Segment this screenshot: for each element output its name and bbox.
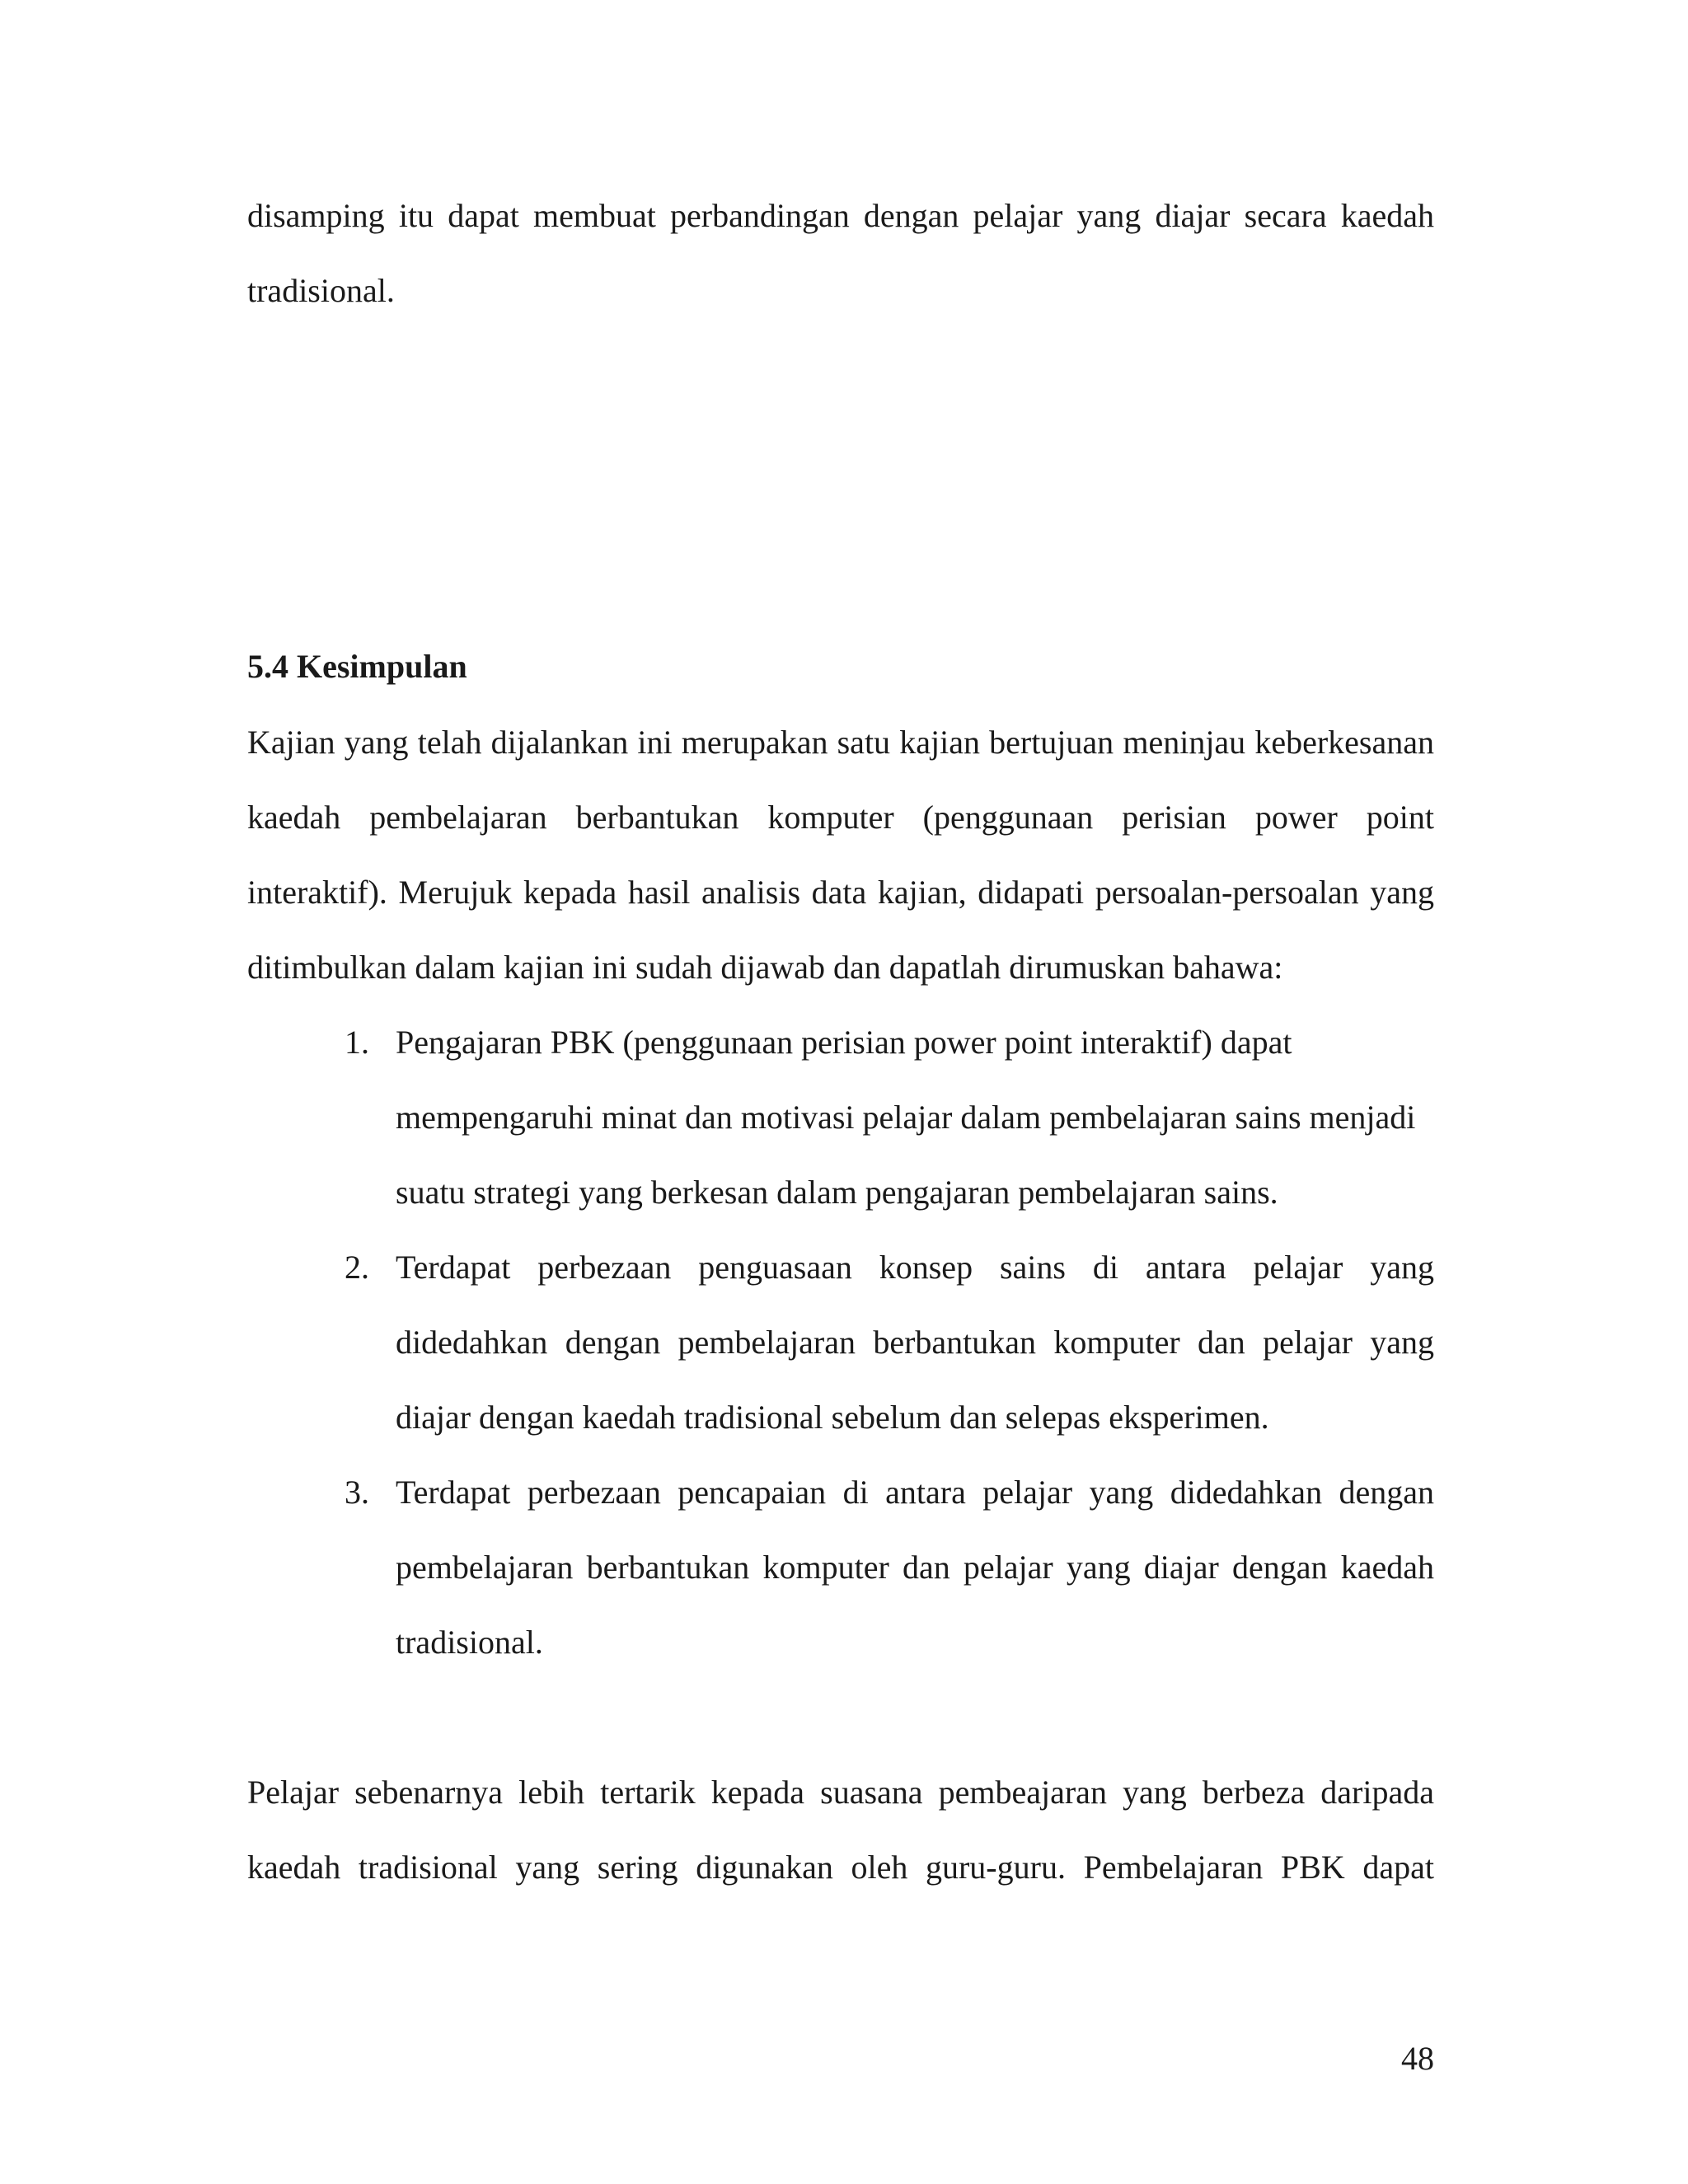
list-item-2-line-1: Terdapat perbezaan penguasaan konsep sains di antara pelajar yang — [396, 1249, 1434, 1286]
list-item-3-line-3: tradisional. — [396, 1624, 543, 1661]
para2-line-2: kaedah tradisional yang sering digunakan oleh guru-guru. Pembelajaran PBK dapat — [247, 1849, 1434, 1886]
list-item-1-line-1: Pengajaran PBK (penggunaan perisian power point interaktif) dapat — [396, 1024, 1292, 1061]
para1-line-3: interaktif). Merujuk kepada hasil analisis data kajian, didapati persoalan-persoalan yang — [247, 874, 1434, 911]
list-item-3-number: 3. — [345, 1474, 369, 1511]
list-item-1-line-3: suatu strategi yang berkesan dalam pengajaran pembelajaran sains. — [396, 1174, 1278, 1211]
intro-line-2: tradisional. — [247, 272, 395, 309]
para1-line-1: Kajian yang telah dijalankan ini merupakan satu kajian bertujuan meninjau keberkesanan — [247, 724, 1434, 761]
list-item-3-line-2: pembelajaran berbantukan komputer dan pelajar yang diajar dengan kaedah — [396, 1549, 1434, 1586]
section-heading: 5.4 Kesimpulan — [247, 648, 467, 685]
list-item-3-line-1: Terdapat perbezaan pencapaian di antara pelajar yang didedahkan dengan — [396, 1474, 1434, 1511]
list-item-2-number: 2. — [345, 1249, 369, 1286]
para1-line-2: kaedah pembelajaran berbantukan komputer (penggunaan perisian power point — [247, 799, 1434, 836]
list-item-1-line-2: mempengaruhi minat dan motivasi pelajar dalam pembelajaran sains menjadi — [396, 1099, 1416, 1136]
para1-line-4: ditimbulkan dalam kajian ini sudah dijawab dan dapatlah dirumuskan bahawa: — [247, 949, 1283, 986]
list-item-2-line-2: didedahkan dengan pembelajaran berbantukan komputer dan pelajar yang — [396, 1324, 1434, 1361]
list-item-1-number: 1. — [345, 1024, 369, 1061]
page-number: 48 — [1401, 2040, 1434, 2077]
para2-line-1: Pelajar sebenarnya lebih tertarik kepada suasana pembeajaran yang berbeza daripada — [247, 1774, 1434, 1811]
intro-line-1: disamping itu dapat membuat perbandingan dengan pelajar yang diajar secara kaedah — [247, 197, 1434, 234]
list-item-2-line-3: diajar dengan kaedah tradisional sebelum dan selepas eksperimen. — [396, 1399, 1269, 1436]
